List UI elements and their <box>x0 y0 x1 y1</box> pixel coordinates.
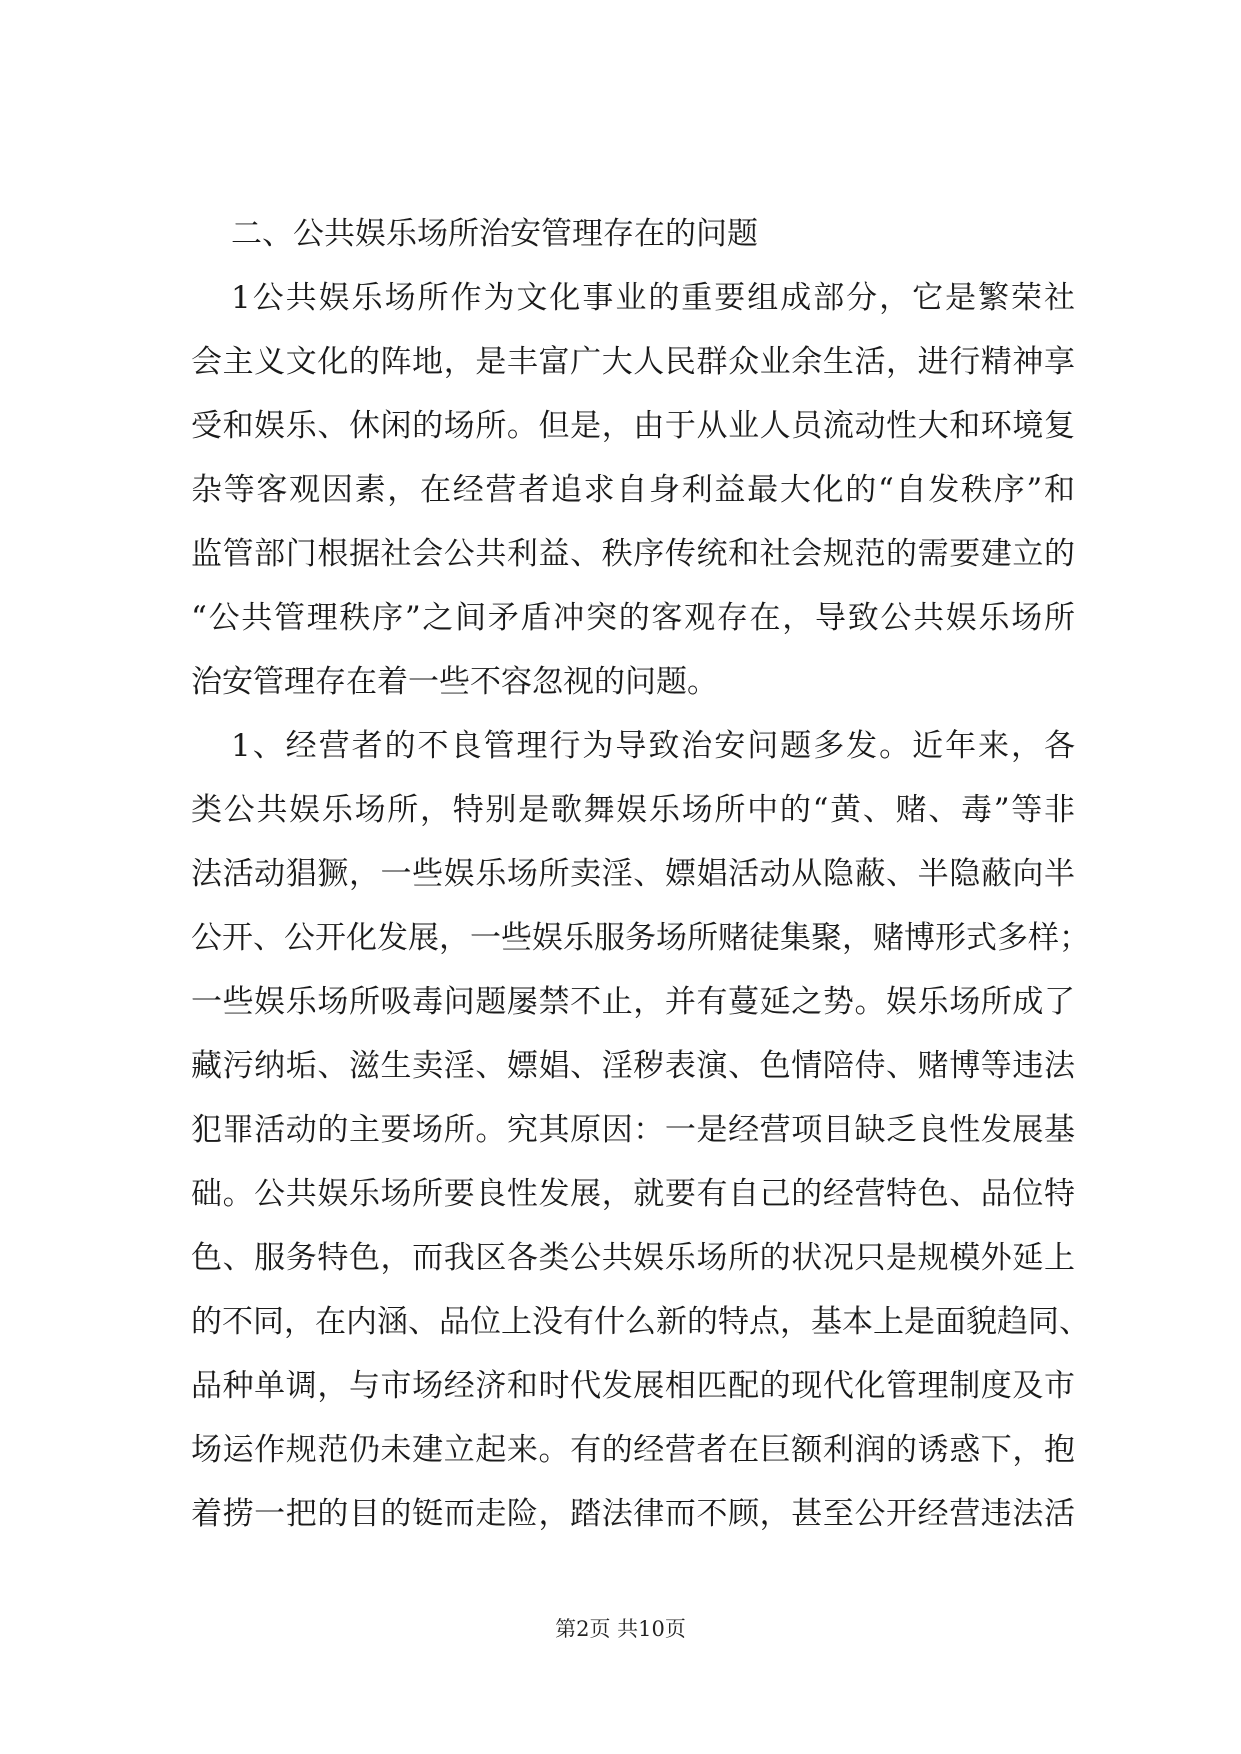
paragraph-1 <box>191 266 1075 714</box>
text-line: 受和娱乐、休闲的场所。但是，由于从业人员流动性大和环境复 <box>191 408 1075 444</box>
text-line: “公共管理秩序”之间矛盾冲突的客观存在，导致公共娱乐场所 <box>191 600 1075 636</box>
text-line: 法活动猖獗，一些娱乐场所卖淫、嫖娼活动从隐蔽、半隐蔽向半 <box>191 856 1075 892</box>
text-line: 杂等客观因素，在经营者追求自身利益最大化的“自发秩序”和 <box>191 472 1075 508</box>
paragraph-2 <box>191 714 1090 1546</box>
text-line: 治安管理存在着一些不容忽视的问题。 <box>191 664 718 700</box>
text-line: 犯罪活动的主要场所。究其原因：一是经营项目缺乏良性发展基 <box>191 1112 1075 1148</box>
section-heading: 二、公共娱乐场所治安管理存在的问题 <box>231 216 758 252</box>
page-footer: 第2页 共10页 <box>555 1617 686 1641</box>
text-line: 藏污纳垢、滋生卖淫、嫖娼、淫秽表演、色情陪侍、赌博等违法 <box>191 1048 1075 1084</box>
text-line: 色、服务特色，而我区各类公共娱乐场所的状况只是规模外延上 <box>191 1240 1075 1276</box>
text-line: 会主义文化的阵地，是丰富广大人民群众业余生活，进行精神享 <box>191 344 1075 380</box>
text-line: 品种单调，与市场经济和时代发展相匹配的现代化管理制度及市 <box>191 1368 1075 1404</box>
text-line: 1、经营者的不良管理行为导致治安问题多发。近年来，各 <box>231 728 1075 764</box>
text-line: 类公共娱乐场所，特别是歌舞娱乐场所中的“黄、赌、毒”等非 <box>191 792 1075 828</box>
page-body <box>191 202 1090 1546</box>
text-line: 的不同，在内涵、品位上没有什么新的特点，基本上是面貌趋同、 <box>191 1304 1090 1340</box>
text-line: 场运作规范仍未建立起来。有的经营者在巨额利润的诱惑下，抱 <box>191 1432 1075 1468</box>
text-line: 础。公共娱乐场所要良性发展，就要有自己的经营特色、品位特 <box>191 1176 1075 1212</box>
text-line: 监管部门根据社会公共利益、秩序传统和社会规范的需要建立的 <box>191 536 1075 572</box>
text-line: 一些娱乐场所吸毒问题屡禁不止，并有蔓延之势。娱乐场所成了 <box>191 984 1075 1020</box>
text-line: 着捞一把的目的铤而走险，踏法律而不顾，甚至公开经营违法活 <box>191 1496 1075 1532</box>
text-line: 1公共娱乐场所作为文化事业的重要组成部分，它是繁荣社 <box>231 280 1075 316</box>
text-line: 公开、公开化发展，一些娱乐服务场所赌徒集聚，赌博形式多样； <box>191 920 1090 956</box>
